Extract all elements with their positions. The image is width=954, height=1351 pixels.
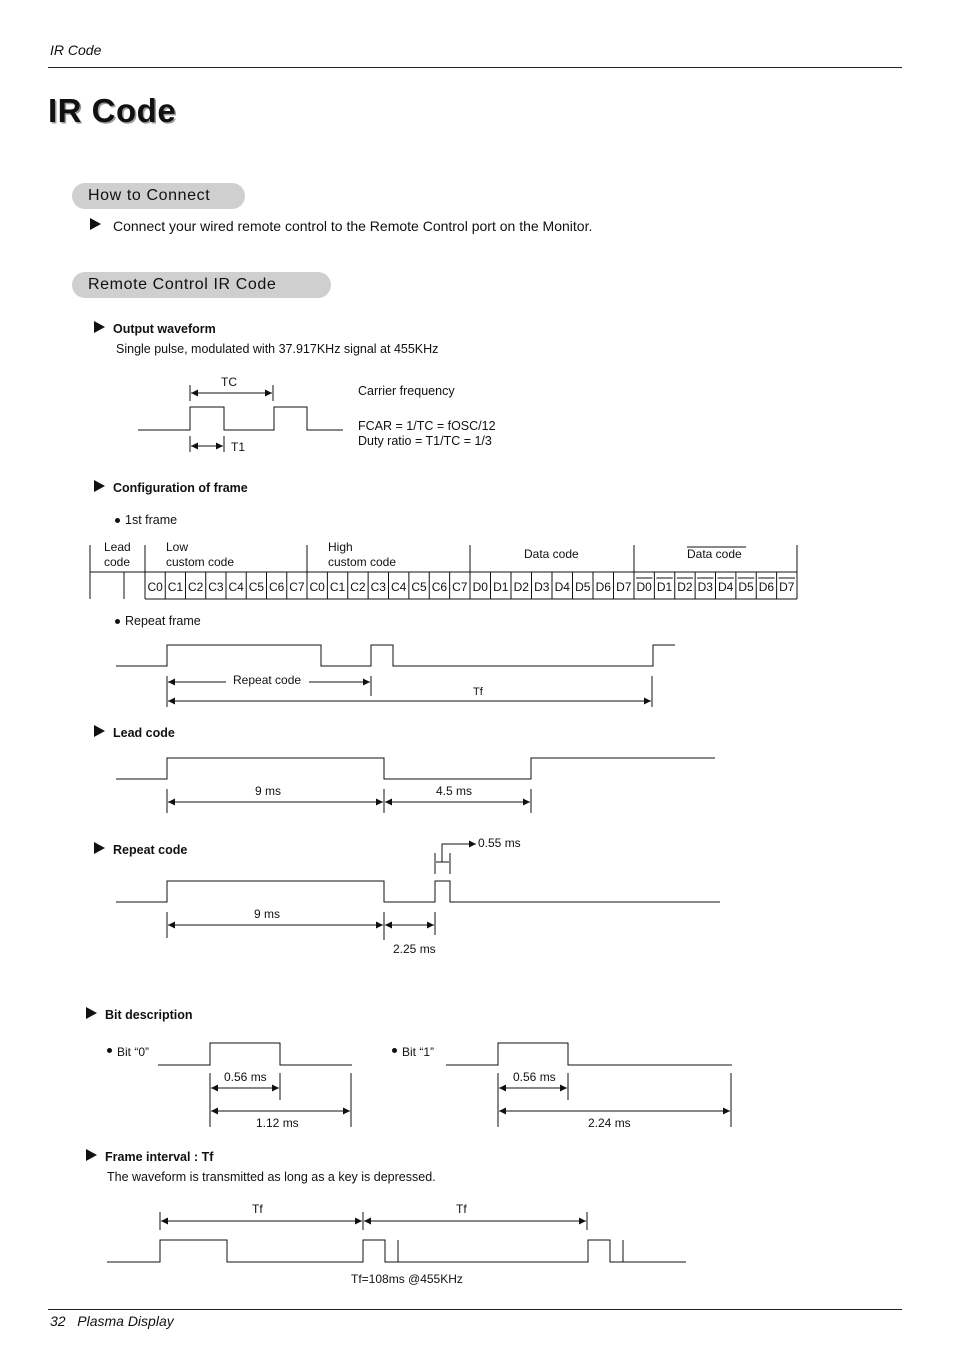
high-custom-bit: C3	[370, 580, 386, 594]
tf-b-label: Tf	[456, 1202, 467, 1216]
section-heading-remote-ir: Remote Control IR Code	[72, 272, 331, 298]
data-code-label: Data code	[524, 547, 579, 561]
data-bit: D6	[595, 580, 611, 594]
section-heading-how-to-connect: How to Connect	[72, 183, 245, 209]
repeat-0-55ms: 0.55 ms	[478, 836, 521, 850]
data-bit: D0	[472, 580, 488, 594]
tf-note: Tf=108ms @455KHz	[351, 1272, 463, 1286]
bullet-dot-icon	[392, 1048, 397, 1053]
bullet-dot-icon	[107, 1048, 112, 1053]
bullet-arrow-icon	[86, 1149, 97, 1161]
repeat-code-title: Repeat code	[113, 843, 188, 857]
data-bit: D3	[534, 580, 550, 594]
repeat-code-waveform	[116, 881, 720, 902]
frame-interval-waveform	[107, 1240, 686, 1262]
data-bar-bit: D6	[758, 580, 775, 594]
bit0-period: 1.12 ms	[256, 1116, 299, 1130]
high-custom-bit: C0	[309, 580, 325, 594]
tf-a-label: Tf	[252, 1202, 263, 1216]
bit1-label: Bit “1”	[402, 1045, 435, 1059]
data-bar-bit: D3	[697, 580, 713, 594]
lead-9ms: 9 ms	[255, 784, 282, 798]
fcar-formula: FCAR = 1/TC = fOSC/12	[358, 419, 496, 433]
t1-label: T1	[231, 440, 246, 454]
lead-code-waveform	[116, 758, 715, 779]
footer	[50, 1313, 174, 1329]
low-custom-bit: C6	[268, 580, 285, 594]
data-bit: D4	[554, 580, 570, 594]
low-custom-bit: C5	[248, 580, 265, 594]
data-bit: D1	[493, 580, 509, 594]
page-number: 32	[50, 1313, 66, 1329]
data-bar-bit: D4	[718, 580, 734, 594]
repeat-frame-waveform	[116, 645, 675, 666]
high-custom-bit: C5	[411, 580, 427, 594]
duty-ratio: Duty ratio = T1/TC = 1/3	[358, 434, 492, 448]
bullet-dot-icon	[115, 518, 120, 523]
bullet-arrow-icon	[94, 842, 105, 854]
bullet-arrow-icon	[86, 1007, 97, 1019]
bit-description-title: Bit description	[105, 1008, 193, 1022]
lead-code-label-2: code	[104, 555, 131, 569]
tc-label: TC	[221, 375, 237, 389]
data-bar-bit: D2	[677, 580, 693, 594]
repeat-code-label: Repeat code	[233, 673, 302, 687]
bit1-pulse: 0.56 ms	[513, 1070, 556, 1084]
lead-4-5ms: 4.5 ms	[436, 784, 473, 798]
repeat-9ms: 9 ms	[254, 907, 281, 921]
high-custom-bit: C2	[350, 580, 366, 594]
footer-rule	[48, 1309, 902, 1310]
repeat-frame-label: Repeat frame	[125, 614, 201, 628]
lead-code-title: Lead code	[113, 726, 175, 740]
frame-interval-desc: The waveform is transmitted as long as a key is depressed.	[107, 1170, 436, 1184]
connect-instruction: Connect your wired remote control to the Remote Control port on the Monitor.	[113, 218, 593, 234]
data-bit: D5	[575, 580, 591, 594]
output-waveform-desc: Single pulse, modulated with 37.917KHz signal at 455KHz	[116, 342, 439, 356]
high-custom-bit: C1	[329, 580, 346, 594]
data-bit: D2	[513, 580, 529, 594]
frame-interval-title: Frame interval : Tf	[105, 1150, 214, 1164]
low-custom-bit: C3	[208, 580, 224, 594]
bullet-arrow-icon	[94, 480, 105, 492]
high-custom-bit: C4	[391, 580, 407, 594]
bullet-arrow-icon	[94, 725, 105, 737]
page-title: IR Code	[48, 92, 177, 129]
data-code-bar-label: Data code	[687, 547, 742, 561]
tf-label: Tf	[473, 686, 483, 698]
low-custom-line2: custom code	[166, 555, 235, 569]
config-frame-title: Configuration of frame	[113, 481, 248, 495]
low-custom-bit: C4	[228, 580, 244, 594]
running-header: IR Code	[50, 42, 102, 58]
low-custom-bit: C1	[167, 580, 184, 594]
low-custom-bit: C2	[187, 580, 204, 594]
high-custom-bit: C6	[431, 580, 448, 594]
bit0-waveform	[158, 1043, 352, 1065]
data-bar-bit: D7	[779, 580, 795, 594]
carrier-waveform	[138, 407, 343, 430]
data-bar-bit: D0	[636, 580, 652, 594]
low-custom-bit: C0	[147, 580, 163, 594]
data-bar-bit: D1	[656, 580, 673, 594]
repeat-2-25ms: 2.25 ms	[393, 942, 436, 956]
high-custom-line1: High	[328, 540, 353, 554]
bit1-waveform	[446, 1043, 732, 1065]
bit1-period: 2.24 ms	[588, 1116, 631, 1130]
bit0-label: Bit “0”	[117, 1045, 150, 1059]
lead-code-label-1: Lead	[104, 540, 131, 554]
low-custom-line1: Low	[166, 540, 189, 554]
output-waveform-title: Output waveform	[113, 322, 216, 336]
doc-name: Plasma Display	[77, 1313, 174, 1329]
low-custom-bit: C7	[289, 580, 305, 594]
first-frame-label: 1st frame	[125, 513, 178, 527]
data-bit: D7	[616, 580, 632, 594]
carrier-frequency-label: Carrier frequency	[358, 384, 455, 398]
data-bar-bit: D5	[738, 580, 754, 594]
high-custom-bit: C7	[452, 580, 468, 594]
bullet-dot-icon	[115, 619, 120, 624]
high-custom-line2: custom code	[328, 555, 397, 569]
bit0-pulse: 0.56 ms	[224, 1070, 267, 1084]
